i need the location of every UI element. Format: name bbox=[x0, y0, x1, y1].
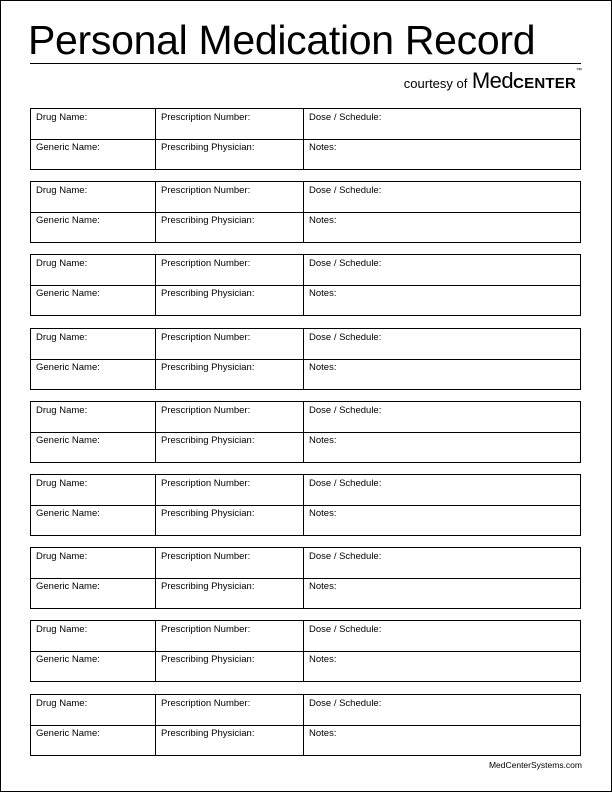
record-row-top bbox=[31, 182, 580, 213]
prescription-number-field[interactable] bbox=[156, 548, 304, 578]
dose-schedule-field[interactable] bbox=[304, 548, 580, 578]
dose-schedule-field[interactable] bbox=[304, 255, 580, 285]
dose-schedule-field[interactable] bbox=[304, 695, 580, 725]
medication-record bbox=[30, 547, 581, 609]
drug-name-field[interactable] bbox=[31, 109, 156, 139]
dose-schedule-label: Dose / Schedule: bbox=[309, 185, 382, 197]
drug-name-label: Drug Name: bbox=[36, 185, 88, 197]
prescribing-physician-field[interactable] bbox=[156, 651, 304, 681]
prescribing-physician-label: Prescribing Physician: bbox=[161, 654, 255, 666]
prescribing-physician-label: Prescribing Physician: bbox=[161, 727, 255, 739]
page-title: Personal Medication Record bbox=[28, 17, 536, 63]
prescribing-physician-field[interactable] bbox=[156, 432, 304, 462]
prescribing-physician-label: Prescribing Physician: bbox=[161, 288, 255, 300]
courtesy-line bbox=[404, 68, 582, 94]
record-row-bottom bbox=[31, 651, 580, 681]
dose-schedule-label: Dose / Schedule: bbox=[309, 624, 382, 636]
drug-name-field[interactable] bbox=[31, 182, 156, 212]
prescription-number-label: Prescription Number: bbox=[161, 331, 251, 343]
record-row-bottom bbox=[31, 505, 580, 535]
generic-name-field[interactable] bbox=[31, 212, 156, 242]
generic-name-label: Generic Name: bbox=[36, 215, 100, 227]
medication-record bbox=[30, 474, 581, 536]
notes-label: Notes: bbox=[309, 727, 337, 739]
dose-schedule-label: Dose / Schedule: bbox=[309, 697, 382, 709]
notes-label: Notes: bbox=[309, 215, 337, 227]
prescribing-physician-field[interactable] bbox=[156, 212, 304, 242]
notes-label: Notes: bbox=[309, 581, 337, 593]
prescribing-physician-label: Prescribing Physician: bbox=[161, 215, 255, 227]
prescribing-physician-field[interactable] bbox=[156, 139, 304, 169]
notes-field[interactable] bbox=[304, 139, 580, 169]
record-row-top bbox=[31, 475, 580, 506]
generic-name-label: Generic Name: bbox=[36, 361, 100, 373]
drug-name-field[interactable] bbox=[31, 255, 156, 285]
record-row-bottom bbox=[31, 139, 580, 169]
dose-schedule-label: Dose / Schedule: bbox=[309, 112, 382, 123]
generic-name-label: Generic Name: bbox=[36, 654, 100, 666]
generic-name-field[interactable] bbox=[31, 725, 156, 755]
prescription-number-field[interactable] bbox=[156, 695, 304, 725]
record-row-bottom bbox=[31, 285, 580, 315]
dose-schedule-label: Dose / Schedule: bbox=[309, 331, 382, 343]
record-row-bottom bbox=[31, 359, 580, 389]
medication-record bbox=[30, 254, 581, 316]
prescription-number-label: Prescription Number: bbox=[161, 258, 251, 270]
prescribing-physician-label: Prescribing Physician: bbox=[161, 434, 255, 446]
prescribing-physician-field[interactable] bbox=[156, 359, 304, 389]
footer-website: MedCenterSystems.com bbox=[488, 760, 582, 770]
prescribing-physician-field[interactable] bbox=[156, 285, 304, 315]
prescription-number-field[interactable] bbox=[156, 182, 304, 212]
prescription-number-field[interactable] bbox=[156, 329, 304, 359]
record-row-bottom bbox=[31, 212, 580, 242]
trademark-symbol: ™ bbox=[576, 68, 582, 74]
generic-name-label: Generic Name: bbox=[36, 581, 100, 593]
notes-field[interactable] bbox=[304, 359, 580, 389]
medication-records bbox=[30, 108, 581, 767]
prescription-number-field[interactable] bbox=[156, 475, 304, 505]
prescribing-physician-field[interactable] bbox=[156, 725, 304, 755]
notes-field[interactable] bbox=[304, 651, 580, 681]
notes-label: Notes: bbox=[309, 654, 337, 666]
prescription-number-field[interactable] bbox=[156, 621, 304, 651]
record-row-top bbox=[31, 548, 580, 579]
generic-name-field[interactable] bbox=[31, 505, 156, 535]
record-row-top bbox=[31, 402, 580, 433]
notes-field[interactable] bbox=[304, 725, 580, 755]
drug-name-label: Drug Name: bbox=[36, 112, 88, 123]
generic-name-field[interactable] bbox=[31, 139, 156, 169]
dose-schedule-field[interactable] bbox=[304, 182, 580, 212]
prescription-number-label: Prescription Number: bbox=[161, 624, 251, 636]
prescription-number-label: Prescription Number: bbox=[161, 112, 251, 123]
record-row-bottom bbox=[31, 432, 580, 462]
drug-name-label: Drug Name: bbox=[36, 331, 88, 343]
generic-name-field[interactable] bbox=[31, 578, 156, 608]
generic-name-field[interactable] bbox=[31, 359, 156, 389]
medication-record bbox=[30, 694, 581, 756]
dose-schedule-field[interactable] bbox=[304, 109, 580, 139]
medication-record bbox=[30, 620, 581, 682]
medication-record bbox=[30, 181, 581, 243]
prescription-number-label: Prescription Number: bbox=[161, 551, 251, 563]
dose-schedule-field[interactable] bbox=[304, 402, 580, 432]
medication-record bbox=[30, 108, 581, 170]
record-row-top bbox=[31, 255, 580, 286]
prescription-number-field[interactable] bbox=[156, 109, 304, 139]
record-row-top bbox=[31, 621, 580, 652]
drug-name-field[interactable] bbox=[31, 402, 156, 432]
drug-name-field[interactable] bbox=[31, 475, 156, 505]
dose-schedule-label: Dose / Schedule: bbox=[309, 258, 382, 270]
title-divider bbox=[30, 63, 581, 64]
medication-record bbox=[30, 328, 581, 390]
notes-field[interactable] bbox=[304, 505, 580, 535]
dose-schedule-label: Dose / Schedule: bbox=[309, 551, 382, 563]
notes-field[interactable] bbox=[304, 212, 580, 242]
generic-name-field[interactable] bbox=[31, 285, 156, 315]
prescribing-physician-label: Prescribing Physician: bbox=[161, 361, 255, 373]
record-row-bottom bbox=[31, 578, 580, 608]
prescription-number-label: Prescription Number: bbox=[161, 404, 251, 416]
generic-name-field[interactable] bbox=[31, 651, 156, 681]
notes-label: Notes: bbox=[309, 288, 337, 300]
dose-schedule-field[interactable] bbox=[304, 329, 580, 359]
generic-name-label: Generic Name: bbox=[36, 727, 100, 739]
drug-name-label: Drug Name: bbox=[36, 477, 88, 489]
dose-schedule-label: Dose / Schedule: bbox=[309, 404, 382, 416]
generic-name-label: Generic Name: bbox=[36, 507, 100, 519]
prescribing-physician-label: Prescribing Physician: bbox=[161, 142, 255, 153]
dose-schedule-field[interactable] bbox=[304, 621, 580, 651]
notes-label: Notes: bbox=[309, 434, 337, 446]
medcenter-logo bbox=[472, 68, 576, 93]
logo-part-med: Med bbox=[471, 68, 514, 93]
generic-name-label: Generic Name: bbox=[36, 434, 100, 446]
medication-record bbox=[30, 401, 581, 463]
prescription-number-label: Prescription Number: bbox=[161, 697, 251, 709]
notes-field[interactable] bbox=[304, 432, 580, 462]
generic-name-label: Generic Name: bbox=[36, 142, 100, 153]
notes-label: Notes: bbox=[309, 142, 337, 153]
prescribing-physician-field[interactable] bbox=[156, 578, 304, 608]
prescription-number-label: Prescription Number: bbox=[161, 185, 251, 197]
dose-schedule-field[interactable] bbox=[304, 475, 580, 505]
courtesy-text: courtesy of bbox=[403, 76, 468, 91]
record-row-top bbox=[31, 109, 580, 140]
drug-name-label: Drug Name: bbox=[36, 697, 88, 709]
drug-name-label: Drug Name: bbox=[36, 404, 88, 416]
notes-label: Notes: bbox=[309, 507, 337, 519]
drug-name-field[interactable] bbox=[31, 548, 156, 578]
dose-schedule-label: Dose / Schedule: bbox=[309, 477, 382, 489]
notes-field[interactable] bbox=[304, 285, 580, 315]
generic-name-label: Generic Name: bbox=[36, 288, 100, 300]
prescribing-physician-field[interactable] bbox=[156, 505, 304, 535]
prescribing-physician-label: Prescribing Physician: bbox=[161, 507, 255, 519]
logo-part-center: CENTER bbox=[513, 75, 576, 92]
prescription-number-field[interactable] bbox=[156, 255, 304, 285]
record-row-bottom bbox=[31, 725, 580, 755]
record-row-top bbox=[31, 695, 580, 726]
drug-name-field[interactable] bbox=[31, 695, 156, 725]
drug-name-label: Drug Name: bbox=[36, 551, 88, 563]
drug-name-field[interactable] bbox=[31, 621, 156, 651]
prescription-number-field[interactable] bbox=[156, 402, 304, 432]
drug-name-field[interactable] bbox=[31, 329, 156, 359]
record-row-top bbox=[31, 329, 580, 360]
notes-field[interactable] bbox=[304, 578, 580, 608]
drug-name-label: Drug Name: bbox=[36, 258, 88, 270]
generic-name-field[interactable] bbox=[31, 432, 156, 462]
drug-name-label: Drug Name: bbox=[36, 624, 88, 636]
prescription-number-label: Prescription Number: bbox=[161, 477, 251, 489]
prescribing-physician-label: Prescribing Physician: bbox=[161, 581, 255, 593]
notes-label: Notes: bbox=[309, 361, 337, 373]
